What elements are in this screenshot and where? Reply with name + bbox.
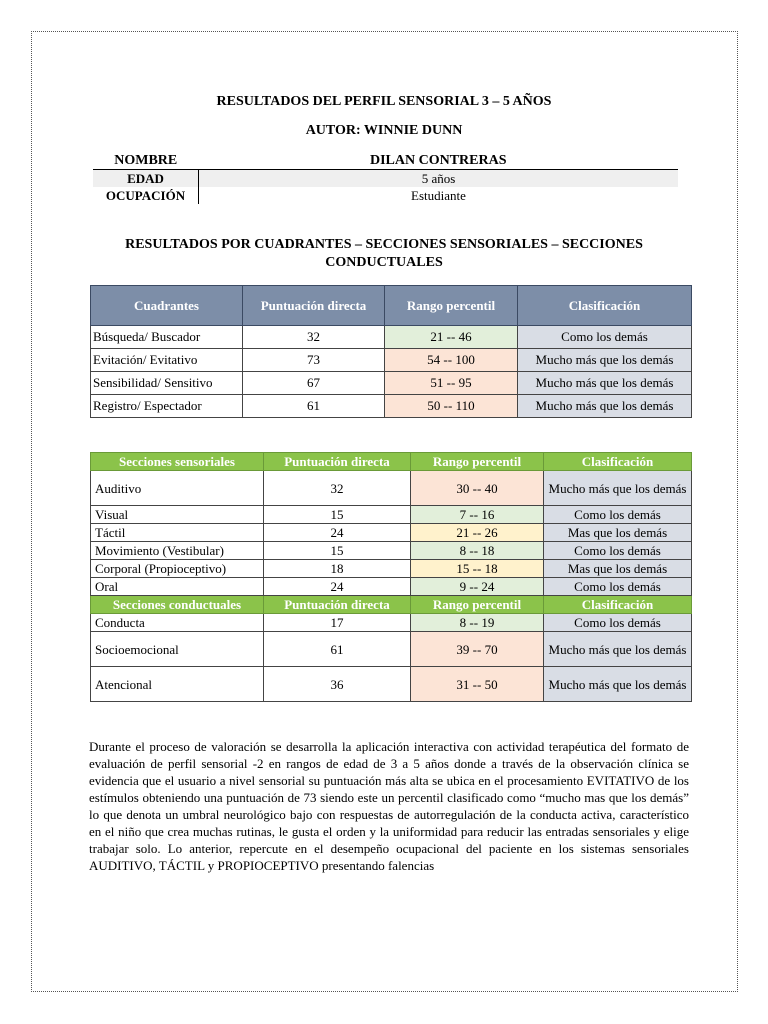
column-header: Rango percentil — [411, 453, 544, 471]
table-row — [91, 524, 692, 542]
cell-name: Auditivo — [91, 471, 264, 506]
cell-score: 67 — [243, 372, 385, 395]
column-header: Puntuación directa — [264, 596, 411, 614]
cell-score: 17 — [264, 614, 411, 632]
cell-score: 15 — [264, 506, 411, 524]
cell-score: 18 — [264, 560, 411, 578]
info-value: 5 años — [199, 170, 679, 188]
document-author: AUTOR: WINNIE DUNN — [305, 123, 463, 138]
table-row — [91, 560, 692, 578]
cell-range: 7 -- 16 — [411, 506, 544, 524]
table-header-row — [91, 596, 692, 614]
cell-name: Evitación/ Evitativo — [91, 349, 243, 372]
column-header: Puntuación directa — [264, 453, 411, 471]
summary-paragraph: Durante el proceso de valoración se desarrolla la aplicación interactiva con actividad terapéutica del formato de evaluación de perfil sensorial -2 en rangos de edad de 3 a 5 años donde a través de la observación clínica se evidencia que el usuario a nivel sensorial su puntuación más alta se ubica en el procesamiento EVITATIVO de los estímulos obteniendo una puntuación de 73 siendo este un percentil clasificado como “mucho mas que los demás” lo que denota un umbral neurológico bajo con respuestas de autorregulación de la conducta activa, característico en el niño que crea muchas rutinas, le gusta el orden y la uniformidad para reducir las entradas sensoriales y elige trabajar solo. Lo anterior, repercute en el desempeño ocupacional del paciente en los sistemas sensoriales AUDITIVO, TÁCTIL y PROPIOCEPTIVO presentando falencias — [89, 739, 689, 873]
info-row-ocupacion — [93, 187, 678, 204]
cell-class: Mucho más que los demás — [518, 349, 692, 372]
cell-class: Mas que los demás — [544, 560, 692, 578]
cell-range: 9 -- 24 — [411, 578, 544, 596]
table-row — [91, 578, 692, 596]
cell-range: 8 -- 18 — [411, 542, 544, 560]
cell-score: 32 — [264, 471, 411, 506]
cell-name: Táctil — [91, 524, 264, 542]
cell-range: 54 -- 100 — [385, 349, 518, 372]
table-row — [91, 395, 692, 418]
cell-range: 21 -- 26 — [411, 524, 544, 542]
column-header: Secciones sensoriales — [91, 453, 264, 471]
table-row — [91, 632, 692, 667]
cell-score: 24 — [264, 524, 411, 542]
cell-name: Sensibilidad/ Sensitivo — [91, 372, 243, 395]
document-title: RESULTADOS DEL PERFIL SENSORIAL 3 – 5 AÑOS — [216, 94, 552, 109]
cell-range: 30 -- 40 — [411, 471, 544, 506]
cell-name: Visual — [91, 506, 264, 524]
info-row-nombre — [93, 152, 678, 170]
column-header: Clasificación — [518, 286, 692, 326]
info-label: OCUPACIÓN — [93, 187, 199, 204]
cell-class: Mucho más que los demás — [518, 372, 692, 395]
info-row-edad — [93, 170, 678, 188]
cell-range: 50 -- 110 — [385, 395, 518, 418]
column-header: Rango percentil — [411, 596, 544, 614]
column-header: Rango percentil — [385, 286, 518, 326]
cell-name: Oral — [91, 578, 264, 596]
cell-range: 51 -- 95 — [385, 372, 518, 395]
cell-score: 61 — [264, 632, 411, 667]
cell-range: 15 -- 18 — [411, 560, 544, 578]
table-row — [91, 326, 692, 349]
table-row — [91, 372, 692, 395]
cell-class: Como los demás — [544, 542, 692, 560]
cell-class: Como los demás — [518, 326, 692, 349]
patient-info-table — [93, 152, 678, 204]
table-header-row — [91, 453, 692, 471]
info-label: EDAD — [93, 170, 199, 188]
cell-name: Registro/ Espectador — [91, 395, 243, 418]
cell-class: Mucho más que los demás — [544, 471, 692, 506]
table-row — [91, 614, 692, 632]
column-header: Clasificación — [544, 453, 692, 471]
cell-class: Como los demás — [544, 578, 692, 596]
cell-class: Como los demás — [544, 614, 692, 632]
cell-name: Movimiento (Vestibular) — [91, 542, 264, 560]
column-header: Secciones conductuales — [91, 596, 264, 614]
cell-score: 15 — [264, 542, 411, 560]
table-header-row — [91, 286, 692, 326]
table-row — [91, 349, 692, 372]
secciones-table — [90, 452, 692, 702]
cell-name: Conducta — [91, 614, 264, 632]
cell-class: Mucho más que los demás — [544, 667, 692, 702]
cell-name: Socioemocional — [91, 632, 264, 667]
cell-name: Corporal (Propioceptivo) — [91, 560, 264, 578]
cell-score: 24 — [264, 578, 411, 596]
cell-score: 61 — [243, 395, 385, 418]
cell-class: Mucho más que los demás — [518, 395, 692, 418]
table-row — [91, 506, 692, 524]
info-value: DILAN CONTRERAS — [199, 152, 679, 170]
cell-class: Mas que los demás — [544, 524, 692, 542]
table-row — [91, 667, 692, 702]
column-header: Puntuación directa — [243, 286, 385, 326]
column-header: Clasificación — [544, 596, 692, 614]
cell-name: Búsqueda/ Buscador — [91, 326, 243, 349]
cell-range: 8 -- 19 — [411, 614, 544, 632]
table-row — [91, 542, 692, 560]
cell-class: Mucho más que los demás — [544, 632, 692, 667]
cell-score: 32 — [243, 326, 385, 349]
cell-score: 36 — [264, 667, 411, 702]
info-label: NOMBRE — [93, 152, 199, 170]
column-header: Cuadrantes — [91, 286, 243, 326]
cell-range: 21 -- 46 — [385, 326, 518, 349]
cell-name: Atencional — [91, 667, 264, 702]
section-title: RESULTADOS POR CUADRANTES – SECCIONES SENSORIALES – SECCIONES CONDUCTUALES — [125, 237, 643, 270]
cuadrantes-table — [90, 285, 692, 418]
info-value: Estudiante — [411, 187, 466, 203]
cell-class: Como los demás — [544, 506, 692, 524]
table-row — [91, 471, 692, 506]
cell-range: 31 -- 50 — [411, 667, 544, 702]
cell-range: 39 -- 70 — [411, 632, 544, 667]
cell-score: 73 — [243, 349, 385, 372]
